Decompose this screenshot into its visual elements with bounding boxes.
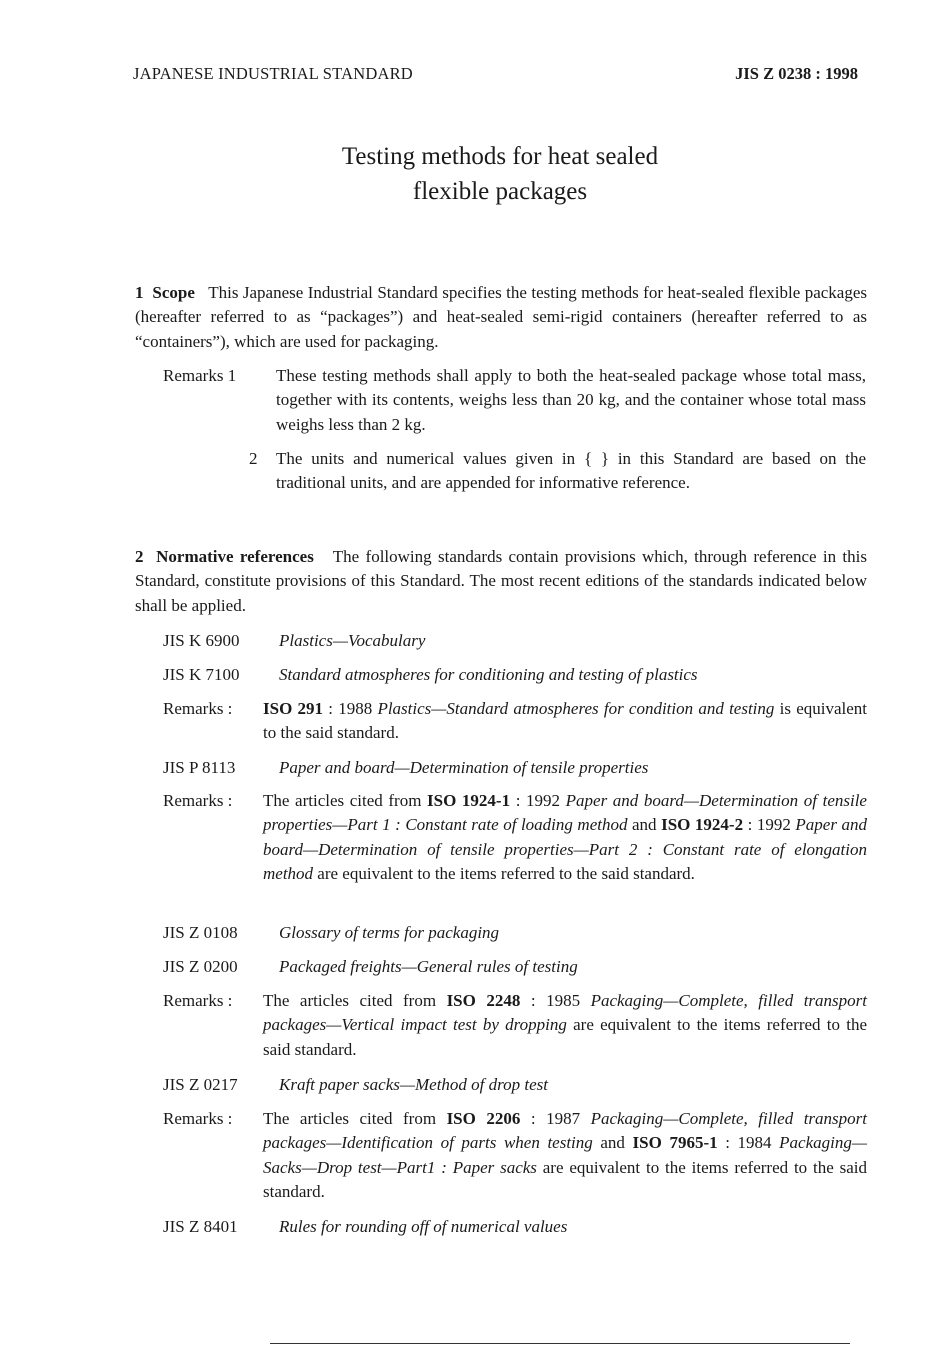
scope-paragraph bbox=[135, 281, 867, 354]
remarks-k7100: ISO 291 : 1988 Plastics—Standard atmospheres for condition and testing is equivalent to the said standard. bbox=[263, 699, 867, 743]
remarks-z0200: The articles cited from ISO 2248 : 1985 Packaging—Complete, filled transport packages—Vertical impact test by dropping are equivalent to the items referred to the said standard. bbox=[263, 991, 868, 1059]
scope-remark-1: These testing methods shall apply to both the heat-sealed package whose total mass, together with its contents, weighs less than 20 kg, and the container whose total mass weighs less than 2 kg. bbox=[276, 366, 866, 434]
ref-title-z0217: Kraft paper sacks—Method of drop test bbox=[279, 1075, 548, 1094]
ref-title-p8113: Paper and board—Determination of tensile properties bbox=[279, 758, 649, 777]
ref-title-z0200: Packaged freights—General rules of testing bbox=[279, 957, 578, 976]
scope-remarks-label: Remarks 1 bbox=[163, 366, 237, 385]
scope-heading: Scope bbox=[152, 283, 195, 302]
remarks-label-k7100: Remarks : bbox=[163, 699, 233, 718]
title-line-1: Testing methods for heat sealed bbox=[341, 143, 659, 170]
document-title bbox=[0, 139, 950, 209]
ref-code-z0200: JIS Z 0200 bbox=[163, 957, 238, 976]
scope-remark-2-number: 2 bbox=[249, 449, 258, 468]
ref-title-z0108: Glossary of terms for packaging bbox=[279, 923, 500, 942]
ref-title-z8401: Rules for rounding off of numerical values bbox=[279, 1217, 568, 1236]
title-line-2: flexible packages bbox=[412, 178, 588, 205]
scope-number: 1 bbox=[135, 283, 144, 302]
ref-code-z8401: JIS Z 8401 bbox=[163, 1217, 238, 1236]
header-standard-number: JIS Z 0238 : 1998 bbox=[735, 64, 858, 83]
remarks-label-z0217: Remarks : bbox=[163, 1109, 233, 1128]
ref-title-k7100: Standard atmospheres for conditioning and testing of plastics bbox=[279, 665, 698, 684]
ref-title-k6900: Plastics—Vocabulary bbox=[279, 631, 426, 650]
footer-divider bbox=[270, 1343, 850, 1344]
scope-text: This Japanese Industrial Standard specifies the testing methods for heat-sealed flexible packages (hereafter referred to as “packages”) and heat-sealed semi-rigid containers (hereafter referred to as “containers”), which are used for packaging. bbox=[135, 283, 868, 351]
normative-number: 2 bbox=[135, 547, 144, 566]
ref-code-k6900: JIS K 6900 bbox=[163, 631, 240, 650]
ref-code-z0217: JIS Z 0217 bbox=[163, 1075, 238, 1094]
ref-code-p8113: JIS P 8113 bbox=[163, 758, 236, 777]
normative-text: The following standards contain provisions which, through reference in this Standard, constitute provisions of this Standard. The most recent editions of the standards indicated below shall be applied. bbox=[135, 547, 867, 615]
normative-heading: Normative references bbox=[156, 547, 314, 566]
ref-code-k7100: JIS K 7100 bbox=[163, 665, 240, 684]
scope-remark-2: The units and numerical values given in { } in this Standard are based on the traditional units, and are appended for informative reference. bbox=[276, 449, 866, 493]
ref-code-z0108: JIS Z 0108 bbox=[163, 923, 238, 942]
remarks-z0217: The articles cited from ISO 2206 : 1987 Packaging—Complete, filled transport packages—Identification of parts when testing and ISO 7965-1 : 1984 Packaging—Sacks—Drop test—Part1 : Paper sacks are equivalent to the items referred to the said standard. bbox=[263, 1109, 867, 1201]
header-standard-name: JAPANESE INDUSTRIAL STANDARD bbox=[133, 64, 413, 83]
normative-paragraph bbox=[135, 545, 867, 618]
remarks-label-z0200: Remarks : bbox=[163, 991, 233, 1010]
remarks-label-p8113: Remarks : bbox=[163, 791, 233, 810]
remarks-p8113: The articles cited from ISO 1924-1 : 1992 Paper and board—Determination of tensile properties—Part 1 : Constant rate of loading method and ISO 1924-2 : 1992 Paper and board—Determination of tensile properties—Part 2 : Constant rate of elongation method are equivalent to the items referred to the said standard. bbox=[263, 791, 867, 883]
